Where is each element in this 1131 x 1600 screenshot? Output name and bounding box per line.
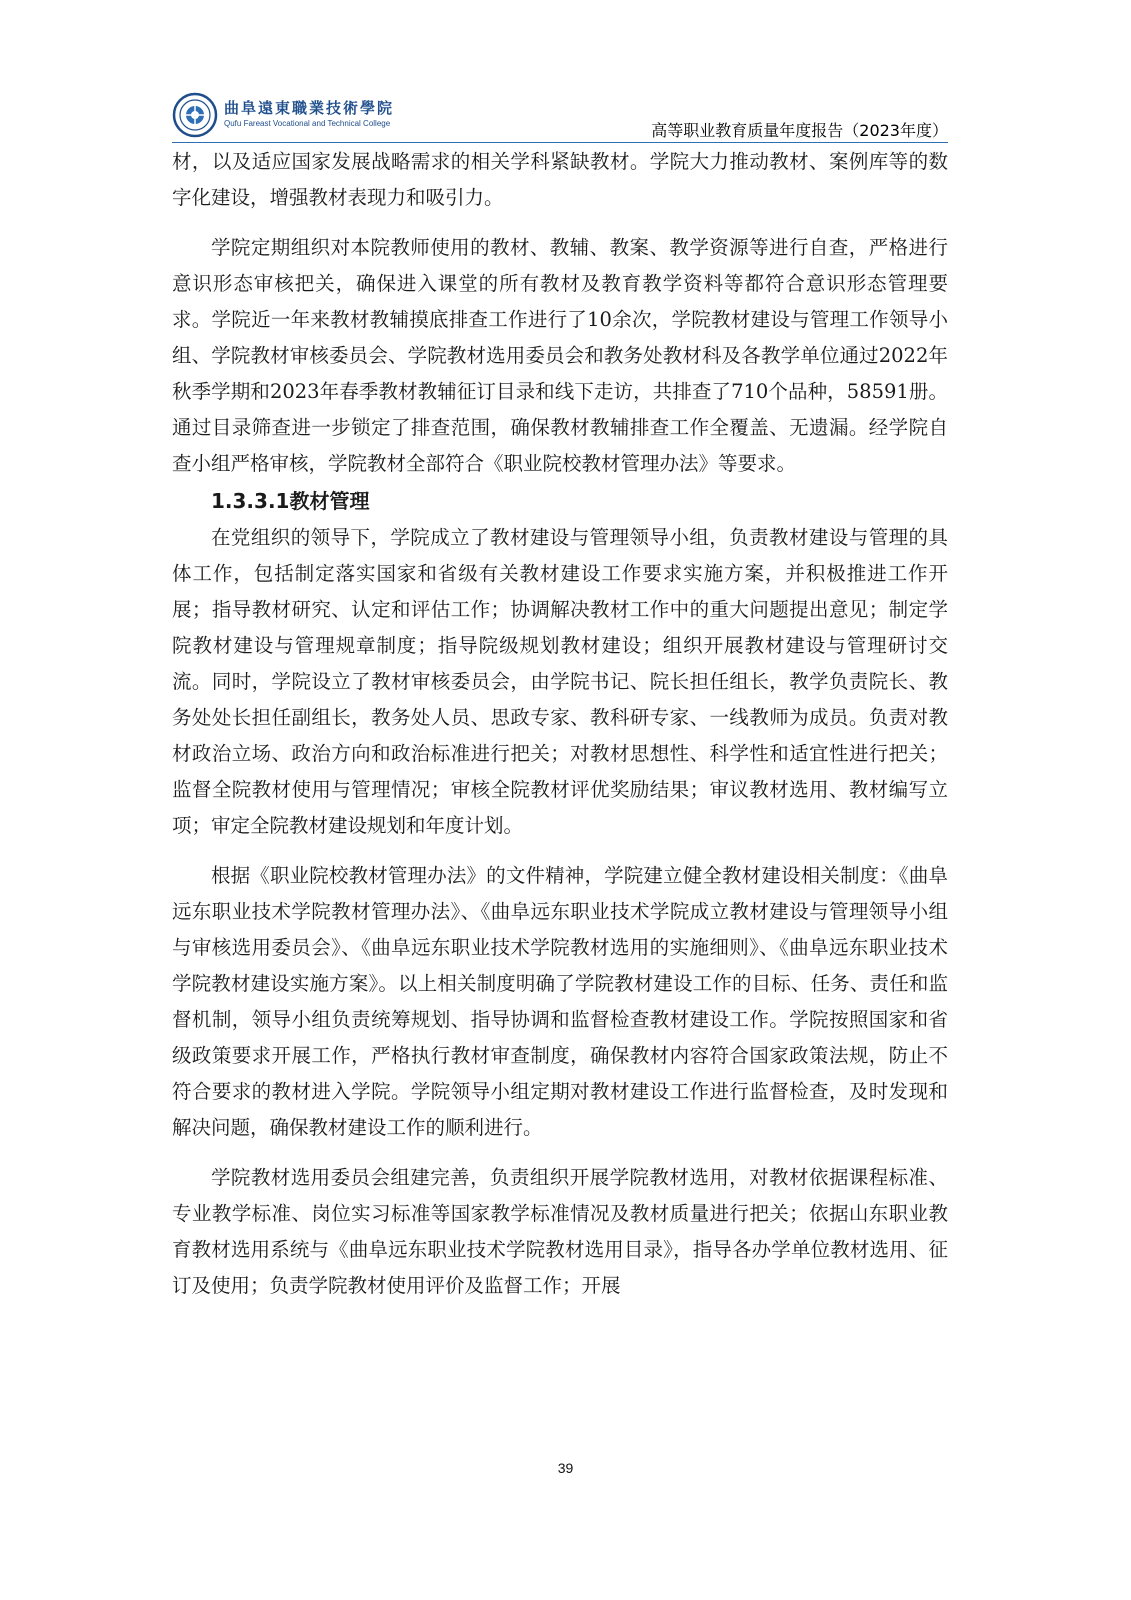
- college-logo: [172, 92, 422, 138]
- page-number: 39: [557, 1460, 574, 1476]
- logo-english-name: Qufu Fareast Vocational and Technical College: [224, 119, 391, 128]
- paragraph-continued: 材，以及适应国家发展战略需求的相关学科紧缺教材。学院大力推动教材、案例库等的数字化建设，增强教材表现力和吸引力。: [172, 150, 948, 209]
- paragraph-selection-committee: 学院教材选用委员会组建完善，负责组织开展学院教材选用，对教材依据课程标准、专业教学标准、岗位实习标准等国家教学标准情况及教材质量进行把关；依据山东职业教育教材选用系统与《曲阜远东职业技术学院教材选用目录》，指导各办学单位教材选用、征订及使用；负责学院教材使用评价及监督工作；开展: [172, 1166, 948, 1297]
- page-body: [172, 144, 948, 1304]
- logo-chinese-name: 曲阜遠東職業技術學院: [224, 99, 395, 117]
- page-header: [172, 92, 948, 143]
- paragraph-self-inspection: 学院定期组织对本院教师使用的教材、教辅、教案、教学资源等进行自查，严格进行意识形态审核把关，确保进入课堂的所有教材及教育教学资料等都符合意识形态管理要求。学院近一年来教材教辅摸底排查工作进行了10余次，学院教材建设与管理工作领导小组、学院教材审核委员会、学院教材选用委员会和教务处教材科及各教学单位通过2022年秋季学期和2023年春季教材教辅征订目录和线下走访，共排查了710个品种，58591册。通过目录筛查进一步锁定了排查范围，确保教材教辅排查工作全覆盖、无遗漏。经学院自查小组严格审核，学院教材全部符合《职业院校教材管理办法》等要求。: [172, 236, 948, 475]
- paragraph-leadership-group: 在党组织的领导下，学院成立了教材建设与管理领导小组，负责教材建设与管理的具体工作，包括制定落实国家和省级有关教材建设工作要求实施方案，并积极推进工作开展；指导教材研究、认定和评估工作；协调解决教材工作中的重大问题提出意见；制定学院教材建设与管理规章制度；指导院级规划教材建设；组织开展教材建设与管理研讨交流。同时，学院设立了教材审核委员会，由学院书记、院长担任组长，教学负责院长、教务处处长担任副组长，教务处人员、思政专家、教科研专家、一线教师为成员。负责对教材政治立场、政治方向和政治标准进行把关；对教材思想性、科学性和适宜性进行把关；监督全院教材使用与管理情况；审核全院教材评优奖励结果；审议教材选用、教材编写立项；审定全院教材建设规划和年度计划。: [172, 526, 948, 837]
- college-emblem-icon: [172, 92, 218, 138]
- report-title: 高等职业教育质量年度报告（2023年度）: [651, 121, 948, 140]
- section-heading: 1.3.3.1教材管理: [211, 489, 370, 513]
- paragraph-regulations: 根据《职业院校教材管理办法》的文件精神，学院建立健全教材建设相关制度：《曲阜远东职业技术学院教材管理办法》、《曲阜远东职业技术学院成立教材建设与管理领导小组与审核选用委员会》、《曲阜远东职业技术学院教材选用的实施细则》、《曲阜远东职业技术学院教材建设实施方案》。以上相关制度明确了学院教材建设工作的目标、任务、责任和监督机制，领导小组负责统筹规划、指导协调和监督检查教材建设工作。学院按照国家和省级政策要求开展工作，严格执行教材审查制度，确保教材内容符合国家政策法规，防止不符合要求的教材进入学院。学院领导小组定期对教材建设工作进行监督检查，及时发现和解决问题，确保教材建设工作的顺利进行。: [172, 864, 948, 1139]
